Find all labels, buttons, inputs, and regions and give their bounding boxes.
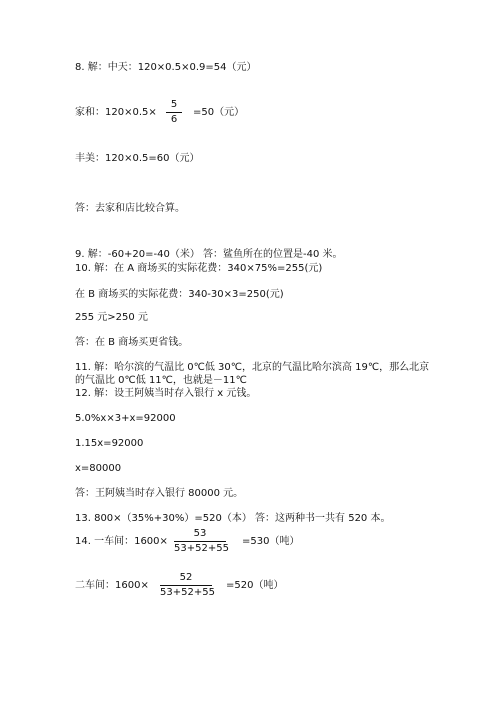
q12-answer: 答：王阿姨当时存入银行 80000 元。	[75, 488, 244, 499]
q14-line-1-suffix: =530（吨）	[242, 536, 300, 547]
fraction-denominator: 53+52+55	[160, 587, 215, 598]
fraction-numerator: 5	[170, 99, 178, 110]
q12-line-2: 5.0%x×3+x=92000	[75, 413, 176, 424]
q14-fraction-1	[174, 528, 229, 555]
q12-line-1: 12. 解：设王阿姨当时存入银行 x 元钱。	[75, 388, 257, 399]
q10-answer: 答：在 B 商场买更省钱。	[75, 337, 189, 348]
q12-line-3: 1.15x=92000	[75, 438, 144, 449]
fraction-bar	[160, 585, 212, 586]
q14-line-2-prefix: 二车间：1600×	[75, 580, 149, 591]
q10-line-1: 10. 解：在 A 商场买的实际花费：340×75%=255(元)	[75, 263, 323, 274]
q10-line-2: 在 B 商场买的实际花费：340-30×3=250(元)	[75, 289, 284, 300]
fraction-denominator: 53+52+55	[174, 543, 229, 554]
fraction-numerator: 52	[179, 572, 193, 583]
q10-line-3: 255 元>250 元	[75, 312, 148, 323]
q12-line-4: x=80000	[75, 463, 122, 474]
q8-line-1: 8. 解：中天：120×0.5×0.9=54（元）	[75, 62, 257, 73]
q14-line-1-prefix: 14. 一车间：1600×	[75, 536, 168, 547]
q8-line-2-prefix: 家和：120×0.5×	[75, 107, 157, 118]
fraction-denominator: 6	[170, 114, 178, 125]
fraction-bar	[174, 541, 226, 542]
fraction-bar	[166, 112, 182, 113]
q14-line-2-suffix: =520（吨）	[226, 580, 284, 591]
fraction-numerator: 53	[193, 528, 207, 539]
q8-line-3: 丰美：120×0.5=60（元）	[75, 153, 200, 164]
q8-fraction	[166, 99, 182, 126]
q11-line-1: 11. 解：哈尔滨的气温比 0℃低 30℃，北京的气温比哈尔滨高 19℃，那么北京	[75, 362, 430, 373]
q14-fraction-2	[160, 572, 215, 599]
q8-answer: 答：去家和店比较合算。	[75, 203, 185, 214]
q9-line: 9. 解：-60+20=-40（米） 答：鲨鱼所在的位置是-40 米。	[75, 249, 343, 260]
q8-line-2-suffix: =50（元）	[193, 107, 245, 118]
q13-line: 13. 800×（35%+30%）=520（本） 答：这两种书一共有 520 本。	[75, 513, 391, 524]
q11-line-2: 的气温比 0℃低 11℃，也就是－11℃	[75, 375, 247, 386]
